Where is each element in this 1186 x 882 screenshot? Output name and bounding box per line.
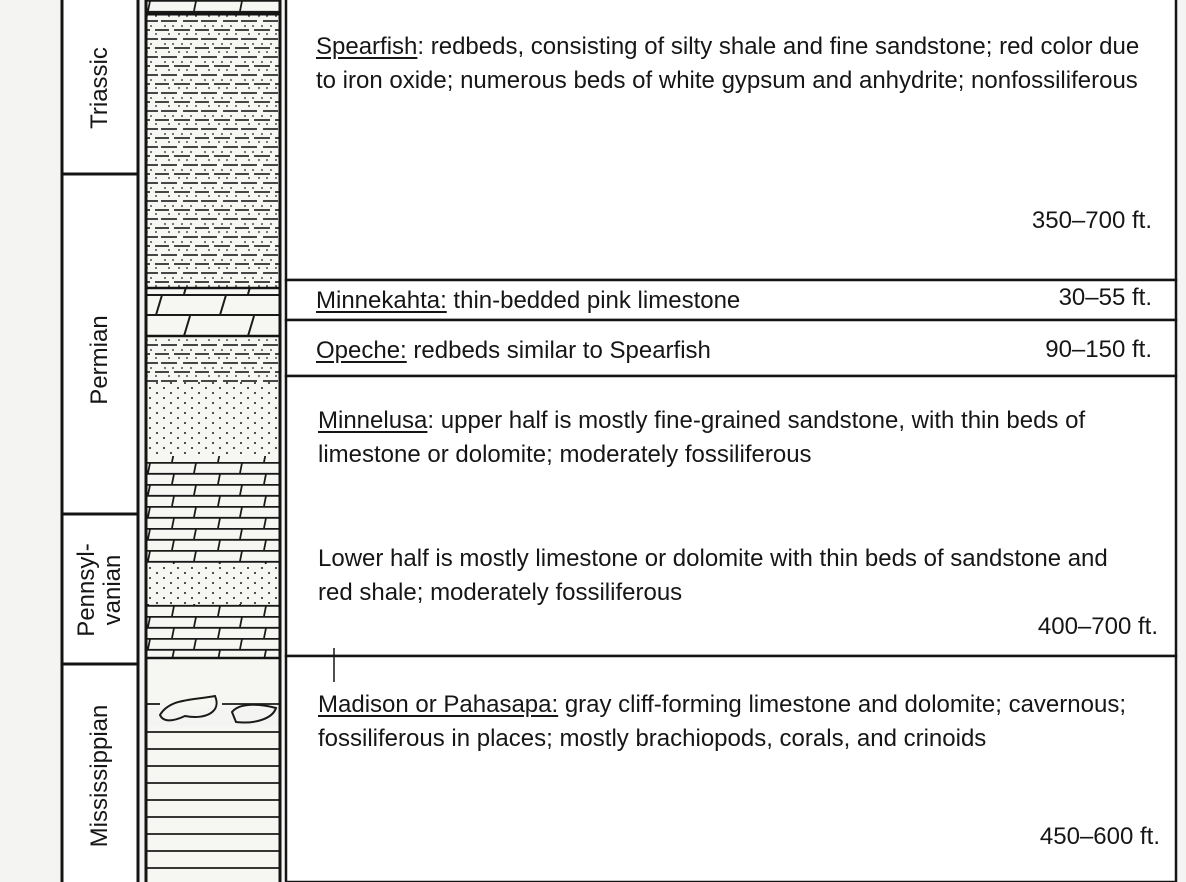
formation-name-suffix: : (427, 407, 435, 434)
period-name: Mississippian (86, 704, 113, 848)
thickness-opeche: 90–150 ft. (1045, 336, 1152, 363)
formation-name: Opeche: (316, 337, 407, 364)
formation-name: Spearfish (316, 33, 418, 60)
formation-description: thin-bedded pink limestone (453, 287, 741, 314)
formation-name: Minnelusa (318, 407, 428, 434)
period-name-line2: vanian (99, 554, 126, 626)
thickness-madison: 450–600 ft. (1039, 823, 1160, 850)
formation-description: redbeds, consisting of silty shale and fine sandstone; red color due to iron oxide; numerous beds of white gypsum and anhydrite; nonfossiliferous (316, 33, 1140, 94)
lithology-column (146, 0, 280, 882)
formation-minnekahta (316, 284, 740, 318)
formation-description: redbeds similar to Spearfish (413, 337, 711, 364)
period-label-mississippian (87, 705, 113, 848)
period-name: Pennsyl- (73, 543, 100, 637)
formation-name: Minnekahta: (316, 287, 447, 314)
period-label-triassic (87, 47, 113, 129)
formation-opeche (316, 334, 711, 368)
thickness-minnelusa: 400–700 ft. (1037, 613, 1158, 640)
period-label-pennsylvanian (74, 543, 126, 636)
thickness-minnekahta: 30–55 ft. (1058, 284, 1152, 311)
formation-madison (318, 688, 1156, 756)
period-name: Triassic (86, 47, 113, 129)
formation-description: upper half is mostly fine-grained sandstone, with thin beds of limestone or dolomite; moderately fossiliferous (318, 407, 1086, 468)
formation-name-suffix: : (417, 33, 425, 60)
formation-name: Madison or Pahasapa: (318, 691, 559, 718)
formation-description: gray cliff-forming limestone and dolomite; cavernous; fossiliferous in places; mostly brachiopods, corals, and crinoids (318, 691, 1126, 752)
thickness-spearfish: 350–700 ft. (1031, 207, 1152, 234)
period-name: Permian (86, 315, 113, 405)
formation-minnelusa (318, 404, 1150, 472)
formation-minnelusa-lower (318, 542, 1108, 610)
formation-description-lower: Lower half is mostly limestone or dolomite with thin beds of sandstone and red shale; moderately fossiliferous (318, 545, 1108, 606)
formation-spearfish (316, 30, 1156, 98)
period-label-permian (87, 315, 113, 404)
